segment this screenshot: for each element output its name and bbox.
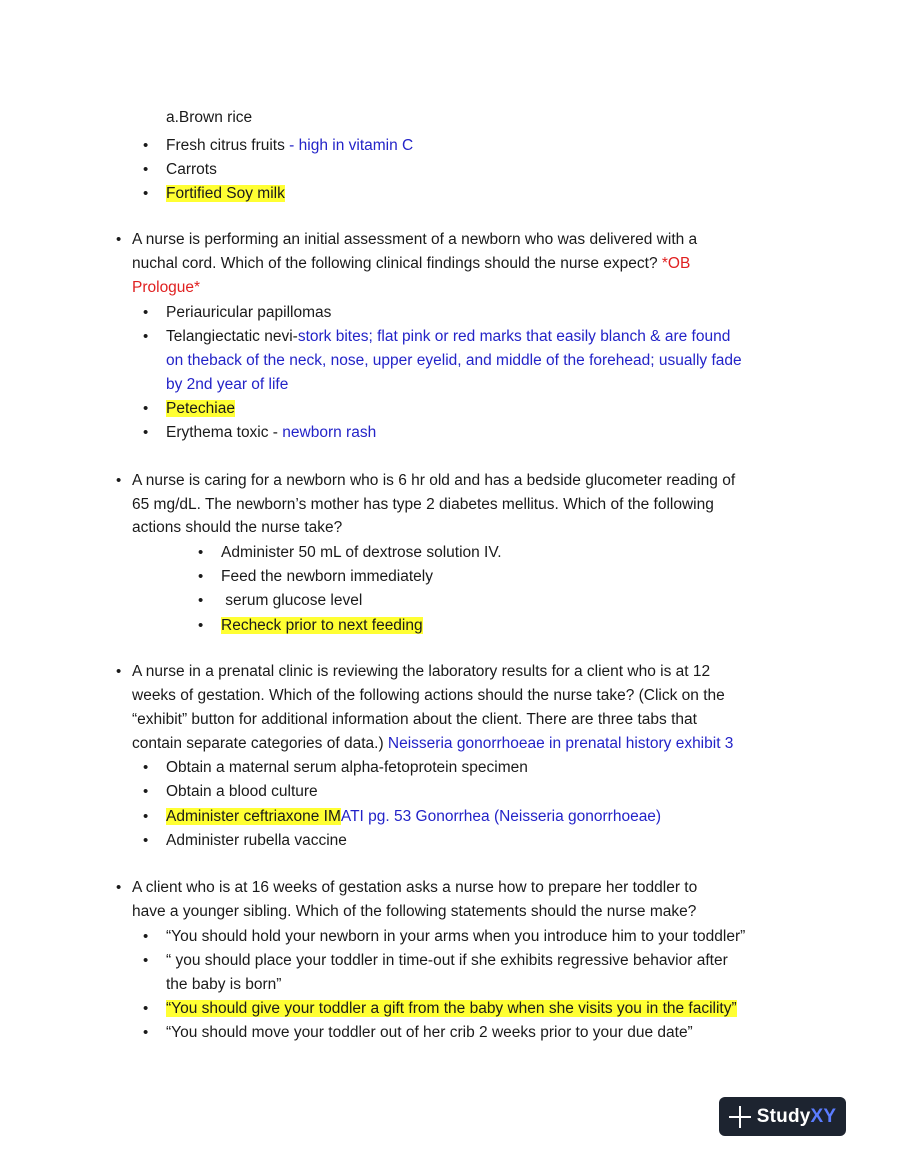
bullet-icon: • bbox=[143, 808, 149, 825]
bullet-icon: • bbox=[116, 663, 122, 680]
bullet-icon: • bbox=[198, 544, 204, 561]
option-text: “You should hold your newborn in your arms when you introduce him to your toddler” bbox=[166, 928, 746, 945]
bullet-icon: • bbox=[143, 400, 149, 417]
bullet-icon: • bbox=[143, 1024, 149, 1041]
option-item bbox=[166, 136, 413, 156]
highlighted-answer: Recheck prior to next feeding bbox=[221, 617, 423, 634]
bullet-icon: • bbox=[143, 161, 149, 178]
bullet-icon: • bbox=[143, 759, 149, 776]
bullet-icon: • bbox=[143, 1000, 149, 1017]
logo-accent: XY bbox=[810, 1105, 837, 1127]
option-text: the baby is born” bbox=[166, 976, 282, 993]
bullet-icon: • bbox=[143, 424, 149, 441]
question-stem: A nurse in a prenatal clinic is reviewing the laboratory results for a client who is at 12 bbox=[132, 663, 711, 680]
question-stem: weeks of gestation. Which of the following actions should the nurse take? (Click on the bbox=[132, 687, 725, 704]
highlighted-answer: Fortified Soy milk bbox=[166, 185, 285, 202]
option-note: - high in vitamin C bbox=[289, 137, 414, 154]
option-text: Carrots bbox=[166, 161, 217, 178]
question-stem: “exhibit” button for additional information about the client. There are three tabs that bbox=[132, 711, 697, 728]
bullet-icon: • bbox=[143, 928, 149, 945]
highlighted-answer: Petechiae bbox=[166, 400, 235, 417]
question-stem bbox=[132, 254, 690, 274]
bullet-icon: • bbox=[116, 231, 122, 248]
highlighted-answer: Administer ceftriaxone IM bbox=[166, 808, 341, 825]
question-stem-text: contain separate categories of data.) bbox=[132, 735, 388, 752]
answer-option bbox=[166, 999, 737, 1019]
question-stem bbox=[132, 734, 733, 754]
plus-icon bbox=[729, 1106, 751, 1128]
question-tag: Prologue* bbox=[132, 279, 201, 296]
option-item bbox=[166, 423, 376, 443]
answer-option bbox=[166, 399, 235, 419]
option-text: “You should move your toddler out of her crib 2 weeks prior to your due date” bbox=[166, 1024, 693, 1041]
bullet-icon: • bbox=[198, 568, 204, 585]
bullet-icon: • bbox=[116, 472, 122, 489]
logo-word: Study bbox=[756, 1105, 811, 1127]
question-note: Neisseria gonorrhoeae in prenatal history exhibit 3 bbox=[387, 735, 734, 752]
option-note: newborn rash bbox=[282, 424, 377, 441]
studyxy-logo bbox=[719, 1097, 846, 1136]
question-stem-text: nuchal cord. Which of the following clinical findings should the nurse expect? bbox=[132, 255, 662, 272]
question-stem: A nurse is performing an initial assessment of a newborn who was delivered with a bbox=[132, 231, 698, 248]
bullet-icon: • bbox=[143, 304, 149, 321]
answer-option bbox=[166, 184, 285, 204]
option-note: by 2nd year of life bbox=[166, 376, 289, 393]
answer-option bbox=[221, 616, 423, 636]
option-text: Fresh citrus fruits bbox=[166, 137, 290, 154]
option-text: Administer rubella vaccine bbox=[166, 832, 347, 849]
logo-text bbox=[757, 1106, 837, 1128]
option-note: on theback of the neck, nose, upper eyelid, and middle of the forehead; usually fade bbox=[166, 352, 742, 369]
option-text: Obtain a blood culture bbox=[166, 783, 318, 800]
bullet-icon: • bbox=[143, 137, 149, 154]
option-text: Feed the newborn immediately bbox=[221, 568, 433, 585]
option-note: stork bites; flat pink or red marks that easily blanch & are found bbox=[297, 328, 731, 345]
option-text: Administer 50 mL of dextrose solution IV. bbox=[221, 544, 502, 561]
answer-option bbox=[166, 807, 661, 827]
option-text: serum glucose level bbox=[221, 592, 363, 609]
option-item bbox=[166, 327, 730, 347]
bullet-icon: • bbox=[143, 185, 149, 202]
option-note: ATI pg. 53 Gonorrhea (Neisseria gonorrhoeae) bbox=[340, 808, 662, 825]
option-text: a.Brown rice bbox=[166, 109, 253, 126]
bullet-icon: • bbox=[198, 592, 204, 609]
option-text: Telangiectatic nevi- bbox=[166, 328, 298, 345]
bullet-icon: • bbox=[143, 952, 149, 969]
option-text: “ you should place your toddler in time-out if she exhibits regressive behavior after bbox=[166, 952, 728, 969]
bullet-icon: • bbox=[116, 879, 122, 896]
bullet-icon: • bbox=[198, 617, 204, 634]
question-stem: A client who is at 16 weeks of gestation asks a nurse how to prepare her toddler to bbox=[132, 879, 698, 896]
highlighted-answer: “You should give your toddler a gift from the baby when she visits you in the facility” bbox=[166, 1000, 737, 1017]
question-stem: 65 mg/dL. The newborn’s mother has type 2 diabetes mellitus. Which of the following bbox=[132, 496, 714, 513]
question-stem: have a younger sibling. Which of the following statements should the nurse make? bbox=[132, 903, 697, 920]
option-text: Periauricular papillomas bbox=[166, 304, 332, 321]
bullet-icon: • bbox=[143, 832, 149, 849]
question-stem: actions should the nurse take? bbox=[132, 519, 343, 536]
bullet-icon: • bbox=[143, 783, 149, 800]
option-text: Obtain a maternal serum alpha-fetoprotein specimen bbox=[166, 759, 528, 776]
question-stem: A nurse is caring for a newborn who is 6 hr old and has a bedside glucometer reading of bbox=[132, 472, 736, 489]
question-tag: *OB bbox=[661, 255, 691, 272]
bullet-icon: • bbox=[143, 328, 149, 345]
option-text: Erythema toxic - bbox=[166, 424, 283, 441]
